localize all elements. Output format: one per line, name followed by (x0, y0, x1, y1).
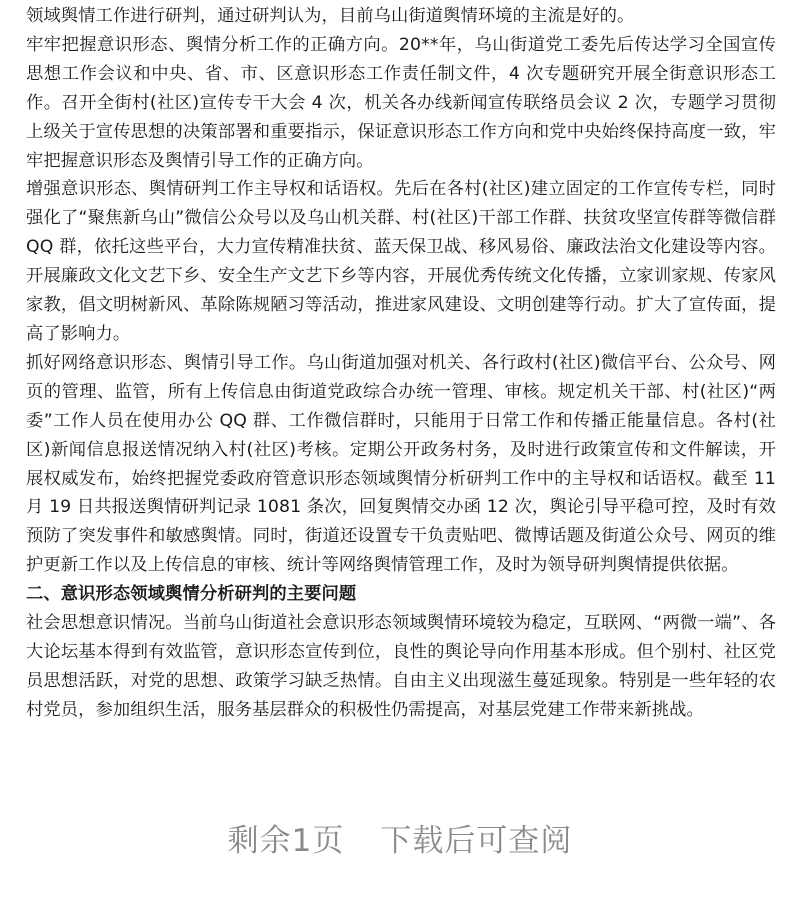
paragraph-network: 抓好网络意识形态、舆情引导工作。乌山街道加强对机关、各行政村(社区)微信平台、公众号、网页的管理、监管，所有上传信息由街道党政综合办统一管理、审核。规定机关干部、村(社区)“两委”工作人员在使用办公 QQ 群、工作微信群时，只能用于日常工作和传播正能量信息。各村(社区)新闻信息报送情况纳入村(社区)考核。定期公开政务村务，及时进行政策宣传和文件解读，开展权威发布，始终把握党委政府管意识形态领域舆情分析研判工作中的主导权和话语权。截至 11 月 19 日共报送舆情研判记录 1081 条次，回复舆情交办函 12 次，舆论引导平稳可控，及时有效预防了突发事件和敏感舆情。同时，街道还设置专干负责贴吧、微博话题及街道公众号、网页的维护更新工作以及上传信息的审核、统计等网络舆情管理工作，及时为领导研判舆情提供依据。 (26, 352, 776, 576)
section-heading: 二、意识形态领域舆情分析研判的主要问题 (26, 584, 357, 605)
paragraph-direction: 牢牢把握意识形态、舆情分析工作的正确方向。20**年，乌山街道党工委先后传达学习全国宣传思想工作会议和中央、省、市、区意识形态工作责任制文件，4 次专题研究开展全街意识形态工作。召开全街村(社区)宣传专干大会 4 次，机关各办线新闻宣传联络员会议 2 次，专题学习贯彻上级关于宣传思想的决策部署和重要指示，保证意识形态工作方向和党中央始终保持高度一致，牢牢把握意识形态及舆情引导工作的正确方向。 (26, 34, 776, 171)
paragraph-summary: 领域舆情工作进行研判，通过研判认为，目前乌山街道舆情环境的主流是好的。 (26, 6, 635, 26)
download-prompt[interactable] (0, 815, 800, 860)
paragraph-initiative: 增强意识形态、舆情研判工作主导权和话语权。先后在各村(社区)建立固定的工作宣传专栏，同时强化了“聚焦新乌山”微信公众号以及乌山机关群、村(社区)干部工作群、扶贫攻坚宣传群等微信群 QQ 群，依托这些平台，大力宣传精准扶贫、蓝天保卫战、移风易俗、廉政法治文化建设等内容。开展廉政文化文艺下乡、安全生产文艺下乡等内容，开展优秀传统文化传播，立家训家规、传家风家教，倡文明树新风、革除陈规陋习等活动，推进家风建设、文明创建等行动。扩大了宣传面，提高了影响力。 (26, 179, 776, 344)
remaining-pages-label: 剩余1页 (227, 823, 345, 859)
paragraph-social-ideology: 社会思想意识情况。当前乌山街道社会意识形态领域舆情环境较为稳定，互联网、“两微一端”、各大论坛基本得到有效监管，意识形态宣传到位，良性的舆论导向作用基本形成。但个别村、社区党员思想活跃，对党的思想、政策学习缺乏热情。自由主义出现滋生蔓延现象。特别是一些年轻的农村党员，参加组织生活，服务基层群众的积极性仍需提高，对基层党建工作带来新挑战。 (26, 613, 776, 720)
download-hint-label: 下载后可查阅 (380, 823, 573, 859)
document-body (26, 2, 776, 725)
